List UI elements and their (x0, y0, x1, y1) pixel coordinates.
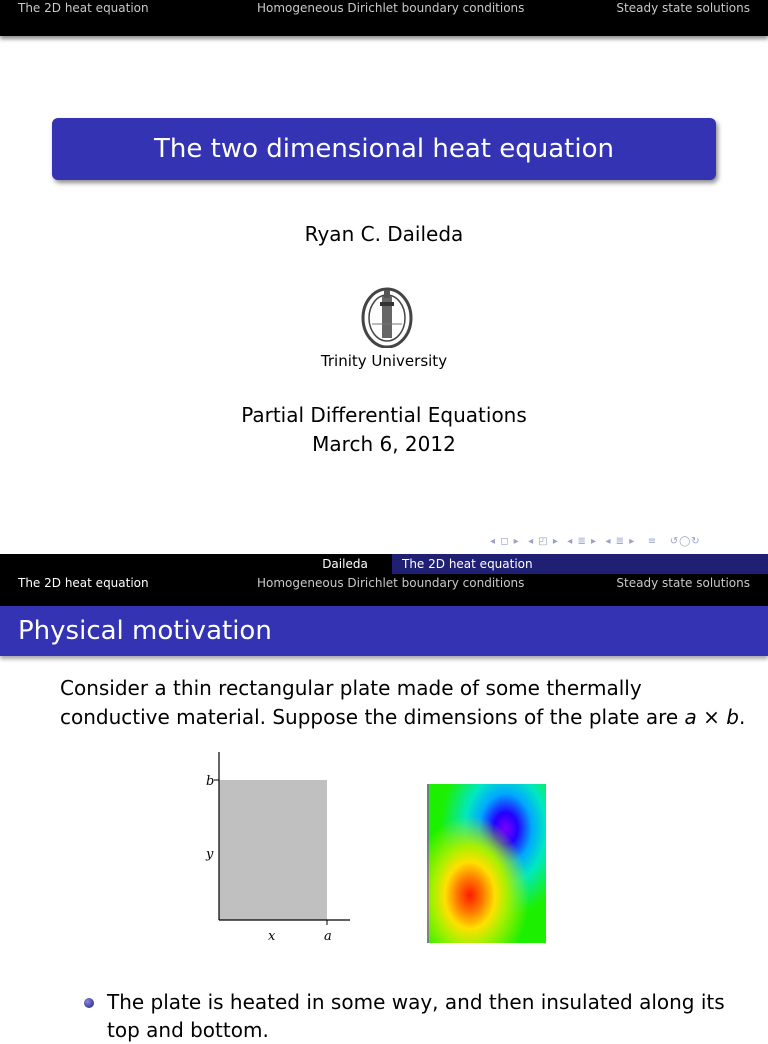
nav-search-icon[interactable]: ↺◯↻ (661, 536, 701, 547)
rectangular-plate-diagram (190, 750, 360, 950)
beamer-navigation-symbols[interactable] (490, 536, 762, 550)
heat-distribution-plot (427, 784, 546, 943)
nav-subsection-icon[interactable]: ◂ ◰ ▸ (523, 536, 559, 547)
label-y: y (206, 847, 214, 862)
paragraph-end: . (738, 705, 746, 729)
bullet-text-line1: The plate is heated in some way, and then insulated along its (107, 990, 725, 1014)
nav-section-2d-heat-equation-active[interactable]: The 2D heat equation (18, 576, 149, 590)
label-b: b (206, 774, 215, 789)
top-navigation-bar (0, 0, 768, 36)
intro-paragraph (60, 674, 750, 732)
frame-title-text: Physical motivation (18, 616, 272, 646)
bullet-icon (84, 998, 94, 1008)
hot-spot (427, 784, 546, 943)
frame-title (0, 606, 768, 656)
nav-section-2d-heat-equation[interactable]: The 2D heat equation (18, 1, 149, 15)
slide2-navigation-bar (0, 574, 768, 606)
nav-section-steady-state[interactable]: Steady state solutions (616, 576, 750, 590)
nav-section-steady-state[interactable]: Steady state solutions (616, 1, 750, 15)
presentation-date: March 6, 2012 (312, 432, 456, 456)
institution: Trinity University (320, 352, 448, 370)
heat-edge (427, 784, 429, 943)
bullet-text-line2: top and bottom. (107, 1018, 269, 1042)
paragraph-math: a × b (684, 705, 739, 729)
footline-author: Daileda (298, 554, 392, 574)
nav-section-dirichlet[interactable]: Homogeneous Dirichlet boundary conditions (257, 1, 525, 15)
label-x: x (268, 929, 276, 944)
slide-footline (0, 554, 768, 574)
nav-part-icon[interactable]: ◂ ≣ ▸ (601, 536, 636, 547)
nav-appendix-icon[interactable]: ≡ (639, 536, 658, 547)
course-name: Partial Differential Equations (241, 403, 527, 427)
nav-prev-frame-icon[interactable]: ◂ ◻ ▸ (490, 536, 520, 547)
plate-rectangle (219, 780, 327, 920)
paragraph-text: Consider a thin rectangular plate made of some thermally conductive material. Suppose the dimensions of the plate are (60, 676, 685, 729)
slide-title-box (52, 118, 716, 180)
footline-title: The 2D heat equation (392, 554, 768, 574)
author-name: Ryan C. Daileda (304, 222, 464, 246)
label-a: a (324, 929, 332, 944)
slide-title: The two dimensional heat equation (154, 134, 614, 164)
nav-section-dirichlet[interactable]: Homogeneous Dirichlet boundary conditions (257, 576, 525, 590)
trinity-university-logo (360, 284, 414, 348)
nav-section-icon[interactable]: ◂ ≣ ▸ (563, 536, 598, 547)
